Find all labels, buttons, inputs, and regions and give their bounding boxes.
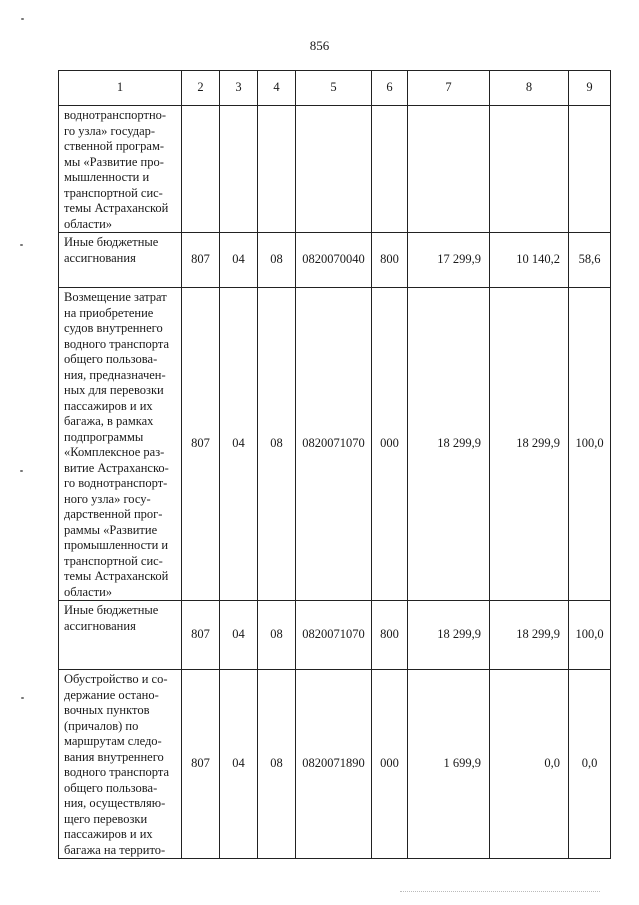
col-header-6: 6 — [372, 71, 408, 106]
col-header-8: 8 — [490, 71, 569, 106]
row-description — [59, 106, 182, 233]
cell-expense-type: 000 — [372, 670, 408, 859]
cell-section: 04 — [220, 670, 258, 859]
scan-edge-line — [400, 891, 600, 892]
cell-expense-type: 000 — [372, 288, 408, 601]
col-header-9: 9 — [569, 71, 611, 106]
description-line: го воднотранспорт- — [64, 476, 168, 490]
cell-target-article: 0820071890 — [296, 670, 372, 859]
cell-subsection: 08 — [258, 288, 296, 601]
row-description — [59, 601, 182, 670]
cell-ministry: 807 — [182, 288, 220, 601]
description-line: водного транспорта — [64, 336, 170, 351]
description-line: воднотранспортно- — [64, 108, 167, 122]
description-line: щего перевозки — [64, 811, 148, 826]
col-header-7: 7 — [408, 71, 490, 106]
cell-col9: 100,0 — [569, 601, 611, 670]
description-line: водного транспорта — [64, 765, 170, 779]
cell-col9: 58,6 — [569, 233, 611, 288]
row-description — [59, 288, 182, 601]
cell-section: 04 — [220, 288, 258, 601]
cell-col7: 1 699,9 — [408, 670, 490, 859]
description-line: пассажиров и их — [64, 827, 153, 841]
description-line: Возмещение затрат — [64, 290, 167, 304]
description-line: Обустройство и со- — [64, 672, 168, 686]
col-header-3: 3 — [220, 71, 258, 106]
description-line: общего пользова- — [64, 352, 158, 366]
cell-col7: 18 299,9 — [408, 288, 490, 601]
cell-ministry: 807 — [182, 233, 220, 288]
col-header-4: 4 — [258, 71, 296, 106]
description-line: Иные бюджетные — [64, 235, 159, 249]
table-row — [59, 106, 611, 233]
table-row — [59, 233, 611, 288]
header-row — [59, 71, 611, 106]
cell-col9: 0,0 — [569, 670, 611, 859]
budget-table — [58, 70, 611, 859]
cell-col7: 17 299,9 — [408, 233, 490, 288]
description-line: го узла» государ- — [64, 123, 156, 138]
description-line: транспортной сис- — [64, 553, 163, 568]
description-line: мышленности и — [64, 170, 150, 184]
cell-target-article: 0820070040 — [296, 233, 372, 288]
description-line: багажа, в рамках — [64, 414, 154, 428]
description-line: Иные бюджетные — [64, 603, 159, 617]
description-line: области» — [64, 584, 113, 599]
description-line: темы Астраханской — [64, 201, 169, 215]
cell-col8: 18 299,9 — [490, 288, 569, 601]
cell-section — [220, 106, 258, 233]
scan-speck — [21, 697, 24, 699]
col-header-2: 2 — [182, 71, 220, 106]
cell-target-article: 0820071070 — [296, 288, 372, 601]
description-line: ния, осуществляю- — [64, 796, 166, 810]
description-line: ния, предназначен- — [64, 367, 166, 382]
cell-col9 — [569, 106, 611, 233]
cell-expense-type: 800 — [372, 601, 408, 670]
cell-section: 04 — [220, 601, 258, 670]
description-line: витие Астраханско- — [64, 460, 169, 475]
cell-ministry: 807 — [182, 670, 220, 859]
cell-col7: 18 299,9 — [408, 601, 490, 670]
scan-speck — [20, 470, 23, 472]
description-line: общего пользова- — [64, 780, 158, 795]
cell-target-article: 0820071070 — [296, 601, 372, 670]
description-line: пассажиров и их — [64, 398, 153, 413]
cell-col8 — [490, 106, 569, 233]
cell-ministry: 807 — [182, 601, 220, 670]
description-line: ассигнования — [64, 618, 136, 633]
description-line: ственной програм- — [64, 139, 165, 153]
description-line: маршрутам следо- — [64, 734, 162, 748]
table-row — [59, 670, 611, 859]
description-line: вания внутреннего — [64, 749, 164, 764]
cell-ministry — [182, 106, 220, 233]
description-line: багажа на террито- — [64, 842, 166, 857]
description-line: держание остано- — [64, 687, 159, 702]
description-line: ных для перевозки — [64, 383, 164, 397]
cell-col8: 18 299,9 — [490, 601, 569, 670]
cell-subsection: 08 — [258, 601, 296, 670]
cell-subsection: 08 — [258, 233, 296, 288]
description-line: транспортной сис- — [64, 185, 163, 200]
cell-col8: 0,0 — [490, 670, 569, 859]
cell-expense-type: 800 — [372, 233, 408, 288]
table-row — [59, 601, 611, 670]
description-line: области» — [64, 216, 113, 231]
description-line: подпрограммы — [64, 429, 144, 444]
description-line: вочных пунктов — [64, 703, 150, 717]
cell-col9: 100,0 — [569, 288, 611, 601]
description-line: дарственной прог- — [64, 507, 163, 521]
table-row — [59, 288, 611, 601]
description-line: темы Астраханской — [64, 569, 169, 583]
cell-subsection — [258, 106, 296, 233]
scan-speck — [21, 18, 24, 20]
description-line: ассигнования — [64, 250, 136, 265]
description-line: ного узла» госу- — [64, 491, 151, 506]
col-header-1: 1 — [59, 71, 182, 106]
description-line: (причалов) по — [64, 718, 139, 733]
cell-col8: 10 140,2 — [490, 233, 569, 288]
cell-col7 — [408, 106, 490, 233]
cell-section: 04 — [220, 233, 258, 288]
page-number: 856 — [309, 38, 330, 53]
row-description — [59, 670, 182, 859]
scan-speck — [20, 244, 23, 246]
description-line: «Комплексное раз- — [64, 445, 165, 459]
cell-target-article — [296, 106, 372, 233]
description-line: на приобретение — [64, 305, 154, 320]
cell-expense-type — [372, 106, 408, 233]
description-line: раммы «Развитие — [64, 522, 158, 537]
description-line: промышленности и — [64, 538, 169, 552]
cell-subsection: 08 — [258, 670, 296, 859]
description-line: мы «Развитие про- — [64, 154, 164, 169]
description-line: судов внутреннего — [64, 321, 163, 335]
col-header-5: 5 — [296, 71, 372, 106]
row-description — [59, 233, 182, 288]
